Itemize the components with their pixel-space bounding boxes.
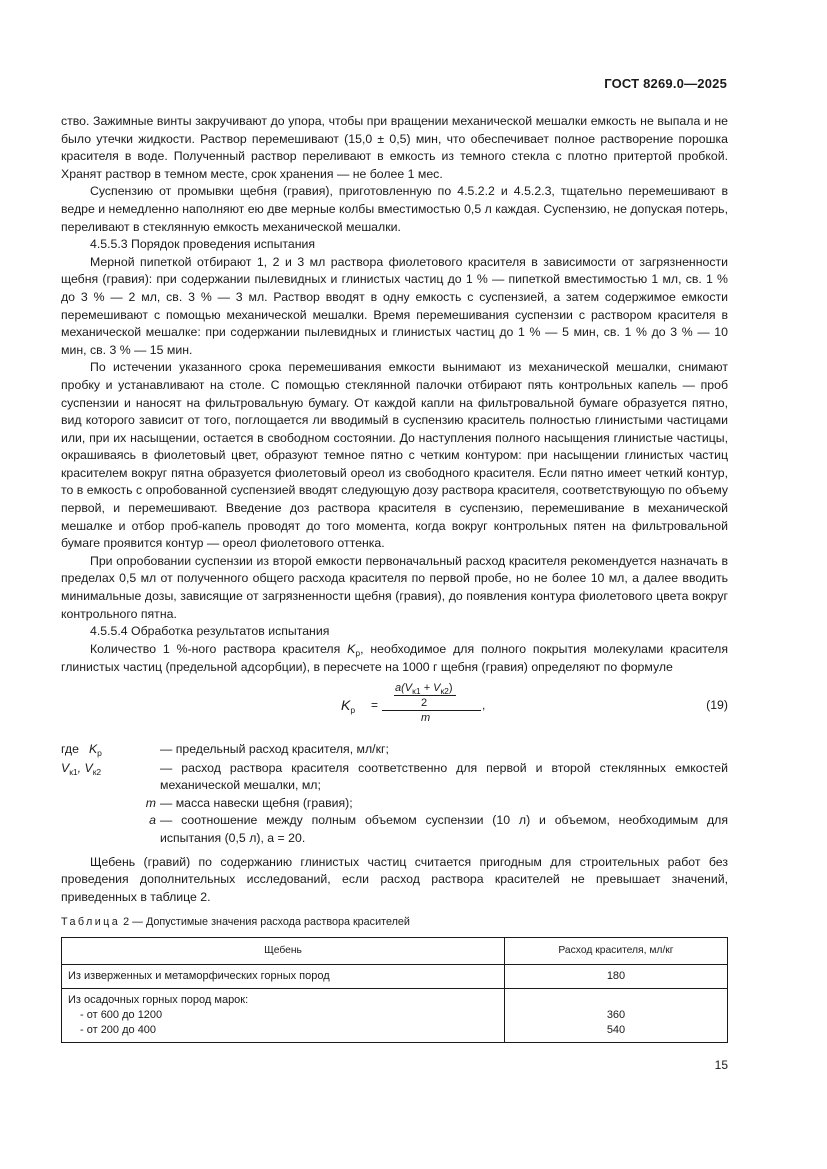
paragraph: ство. Зажимные винты закручивают до упора, чтобы при вращении механической мешалки емкость не выпала и не было утечки жидкости. Раствор перемешивают (15,0 ± 0,5) мин, что обеспечивает полное растворение порошка красителя в воде. Полученный раствор переливают в емкость из темного стекла с плотно притертой пробкой. Хранят раствор в темном месте, срок хранения — не более 1 мес. [61,114,728,181]
column-header: Расход красителя, мл/кг [505,937,728,964]
table-cell: Из осадочных горных пород марок: - от 600 до 1200 - от 200 до 400 [62,988,505,1042]
table-row [62,964,728,988]
document-id: ГОСТ 8269.0—2025 [604,76,727,91]
where-label: где [61,742,79,756]
table-cell: 180 [505,964,728,988]
section-heading: 4.5.5.4 Обработка результатов испытания [90,624,330,639]
paragraph: При опробовании суспензии из второй емкости первоначальный расход красителя рекомендуется назначать в пределах 0,5 мл от полученного общего расхода красителя по первой пробе, но не более 10 мл, а далее вводить минимальные дозы, зависящие от загрязненности щебня (гравия), до появления контура фиолетового цвета вокруг контрольного пятна. [61,553,728,621]
section-heading: 4.5.5.3 Порядок проведения испытания [90,237,316,252]
formula-block [61,679,728,735]
legend-item: $V_{к1}$, $V_{к2}$ — расход раствора красителя соответственно для первой и второй стеклянных емкостей механической мешалки, мл; [61,760,728,793]
paragraph: Количество 1 %-ного раствора красителя $K_р$, необходимое для полного покрытия молекулами красителя глинистых частиц (предельной адсорбции), в пересчете на 1000 г щебня (гравия) определяют по формуле [61,641,728,675]
symbol-legend [61,741,728,848]
formula-lhs: $K_р$ [341,697,356,715]
table-cell: Из изверженных и метаморфических горных пород [62,964,505,988]
paragraph: Мерной пипеткой отбирают 1, 2 и 3 мл раствора фиолетового красителя в зависимости от загрязненности щебня (гравия): при содержании пылевидных и глинистых частиц до 1 % — пипеткой вместимостью 1 мл, св. 1 % до 3 % — 2 мл, св. 3 % — 3 мл. Раствор вводят в одну емкость с суспензией, а затем содержимое емкости перемешивают с помощью механической мешалки. Время перемешивания суспензии с раствором красителя в механической мешалке: при содержании пылевидных и глинистых частиц до 1 % — 5 мин, св. 1 % до 3 % — 10 мин, св. 3 % — 15 мин. [61,254,728,357]
formula-number: (19) [706,698,728,712]
paragraph: Суспензию от промывки щебня (гравия), приготовленную по 4.5.2.2 и 4.5.2.3, тщательно перемешивают в ведре и немедленно наполняют ею две мерные колбы вместимостью 0,5 л каждая. Суспензию, не допуская потерь, переливают в стеклянную емкость механической мешалки. [61,184,728,234]
table-caption: Таблица 2 — Допустимые значения расхода раствора красителей [61,916,410,929]
table-2 [61,937,728,1043]
page-number: 15 [714,1058,728,1072]
page-body [61,113,728,1043]
formula-19: $K_р$ = $a(V_{к1} + V_{к2})$ 2 m , [341,679,511,735]
legend-item: m — масса навески щебня (гравия); [145,795,353,810]
table-row [62,988,728,1042]
legend-item: a — соотношение между полным объемом суспензии (10 л) и объемом, необходимым для испытания (0,5 л), a = 20. [149,813,728,845]
table-header-row [62,937,728,964]
paragraph: Щебень (гравий) по содержанию глинистых частиц считается пригодным для строительных работ без проведения дополнительных исследований, если расход раствора красителей не превышает значений, приведенных в таблице 2. [61,854,728,904]
paragraph: По истечении указанного срока перемешивания емкости вынимают из механической мешалки, снимают пробку и устанавливают на столе. С помощью стеклянной палочки отбирают пять контрольных капель — проб суспензии и наносят на фильтровальную бумагу. От каждой капли на фильтровальной бумаге образуется пятно, вид которого зависит от того, поглощается ли вводимый в суспензию краситель полностью глинистыми частицами или, при их насыщении, остается в свободном состоянии. До наступления полного насыщения глинистые частицы, окрашиваясь в фиолетовый цвет, образуют темное пятно с четким контуром: при насыщении глинистых частиц красителем вокруг пятна образуется фиолетовый ореол из свободного красителя. Если пятно имеет четкий контур, то в емкость с опробованной суспензией вводят следующую дозу раствора красителя, соответствующую по объему первой, и перемешивают. Введение доз раствора красителя в суспензию, перемешивание в механической мешалке и отбор проб-капель проводят до того момента, когда вокруг контрольных пятен на фильтровальной бумаге проявится контур — ореол фиолетового оттенка. [61,360,728,551]
formula-numerator: $a(V_{к1} + V_{к2})$ [395,682,453,696]
table-cell: 360 540 [505,988,728,1042]
formula-denominator: m [421,712,431,724]
column-header: Щебень [62,937,505,964]
legend-item: где $K_р$ — предельный расход красителя, мл/кг; [61,742,389,758]
fraction-bar [382,710,481,711]
